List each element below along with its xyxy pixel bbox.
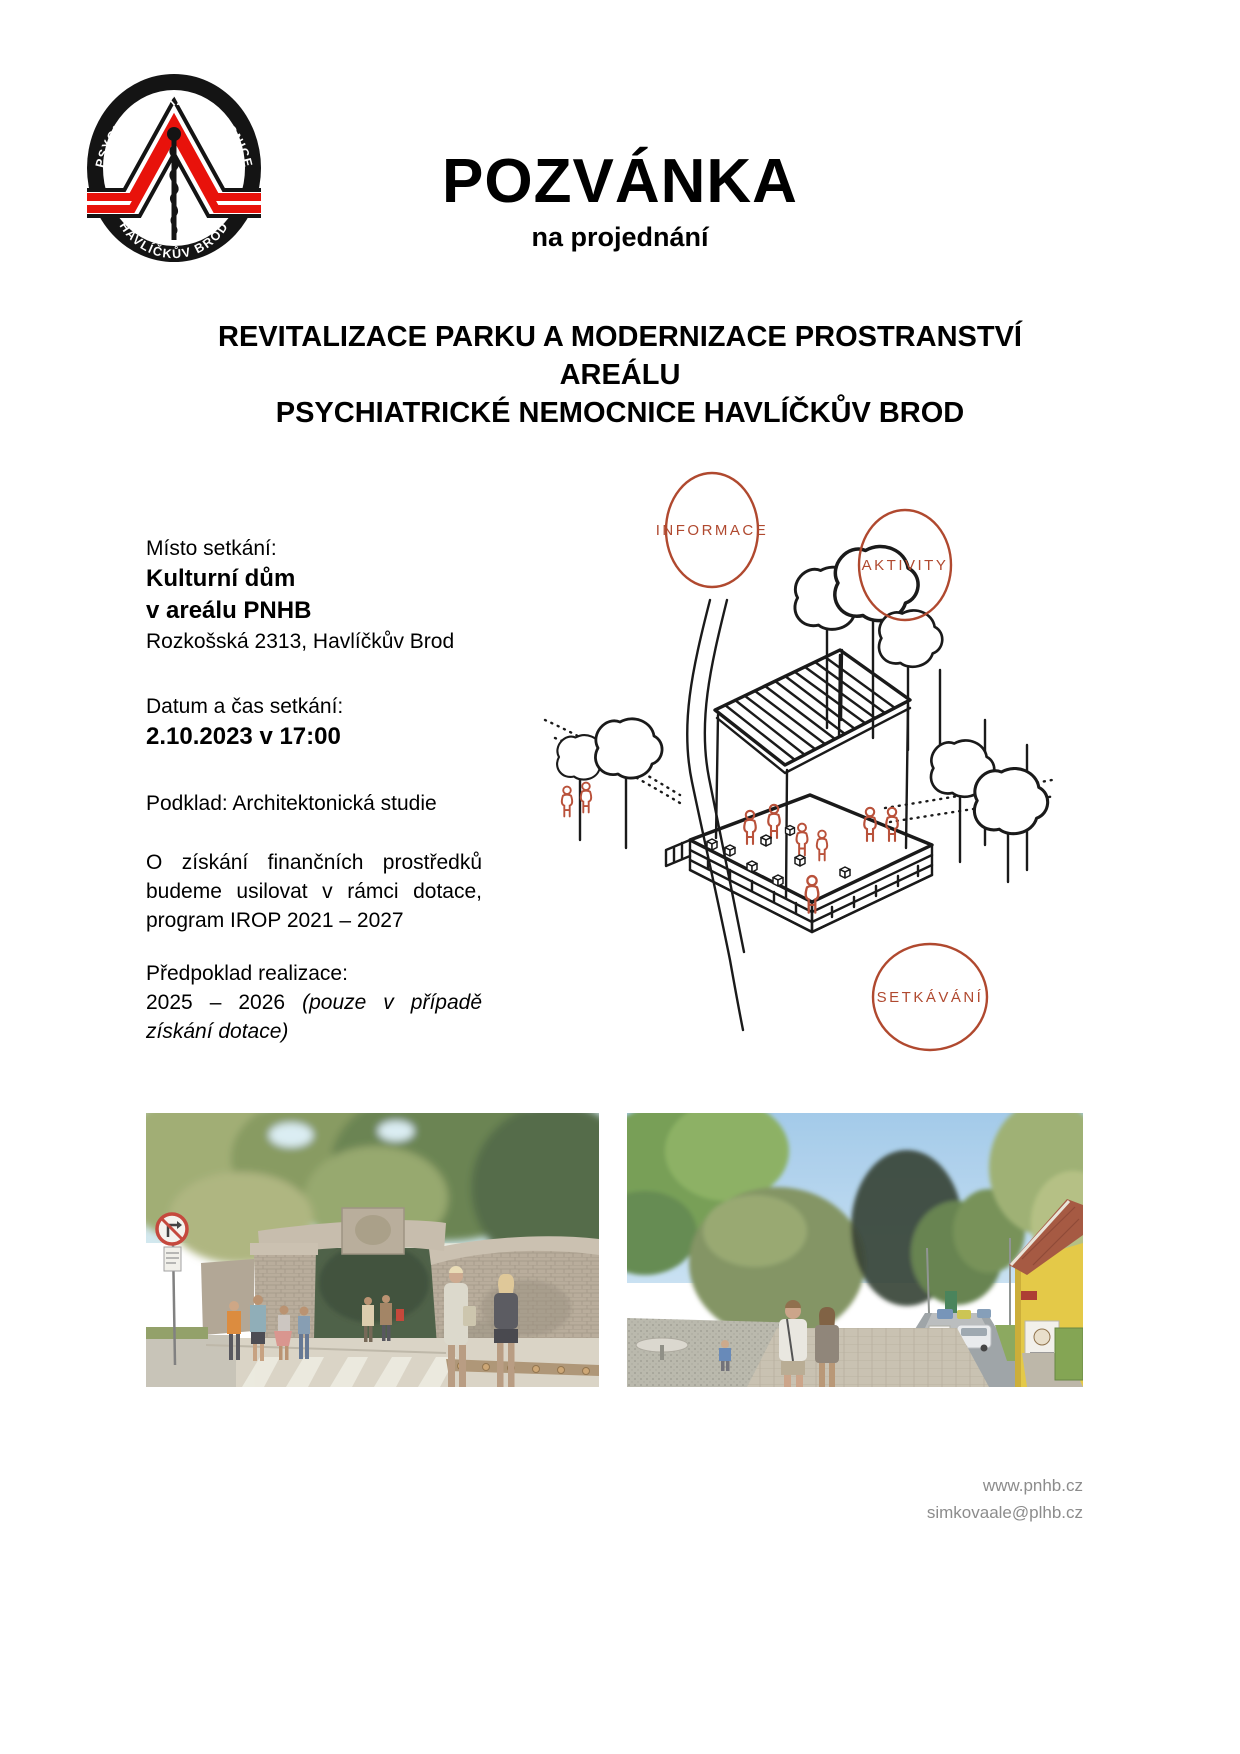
funding-paragraph: O získání finančních prostředků budeme usilovat v rámci dotace, program IROP 2021 – 2027 <box>146 851 482 932</box>
realization-text <box>146 988 482 1046</box>
place-name-line1: Kulturní dům <box>146 565 296 592</box>
bubble-setkavani-label: SETKÁVÁNÍ <box>876 989 984 1006</box>
place-address: Rozkošská 2313, Havlíčkův Brod <box>146 630 455 653</box>
page-subtitle: na projednání <box>531 222 709 252</box>
meeting-details <box>146 534 482 1046</box>
logo-arc-bottom-text: HAVLÍČKŮV BROD <box>116 219 232 262</box>
datetime-block <box>146 692 482 753</box>
footer-contacts <box>683 1472 1083 1526</box>
datetime-label: Datum a čas setkání: <box>146 695 344 718</box>
pavilion-drawing <box>562 650 932 932</box>
main-heading <box>0 318 1240 432</box>
basis-text: Podklad: Architektonická studie <box>146 792 437 815</box>
park-gate-image <box>146 1113 599 1387</box>
funding-block <box>146 848 482 935</box>
main-heading-line3: PSYCHIATRICKÉ NEMOCNICE HAVLÍČKŮV BROD <box>275 397 965 429</box>
main-heading-line2: AREÁLU <box>559 359 681 391</box>
pavilion-posts <box>716 655 908 898</box>
realization-note: (pouze v případě získání dotace) <box>146 991 482 1043</box>
photo-street-render <box>627 1113 1083 1387</box>
footer-website: www.pnhb.cz <box>982 1476 1083 1495</box>
pavilion-sketch-drawing <box>540 455 1060 1055</box>
pavilion-roof <box>715 650 910 773</box>
logo-arc-top-text: PSYCHIATRICKÁ NEMOCNICE <box>92 93 256 170</box>
platform-steps <box>666 840 690 866</box>
basis-block <box>146 789 482 818</box>
architectural-sketch <box>540 455 1060 1055</box>
place-name-line2: v areálu PNHB <box>146 597 312 624</box>
bubble-aktivity-label: AKTIVITY <box>861 557 949 574</box>
bubble-informace-label: INFORMACE <box>655 522 769 539</box>
street-render-image <box>627 1113 1083 1387</box>
realization-label: Předpoklad realizace: <box>146 962 348 985</box>
photo-park-gate <box>146 1113 599 1387</box>
main-heading-line1: REVITALIZACE PARKU A MODERNIZACE PROSTRANSTVÍ <box>218 321 1022 353</box>
page-title: POZVÁNKA <box>442 147 798 216</box>
realization-block <box>146 959 482 1046</box>
place-block <box>146 534 482 656</box>
place-label: Místo setkání: <box>146 537 277 560</box>
datetime-value: 2.10.2023 v 17:00 <box>146 723 341 750</box>
footer-email: simkovaale@plhb.cz <box>926 1503 1083 1522</box>
realization-value: 2025 – 2026 <box>146 991 286 1014</box>
